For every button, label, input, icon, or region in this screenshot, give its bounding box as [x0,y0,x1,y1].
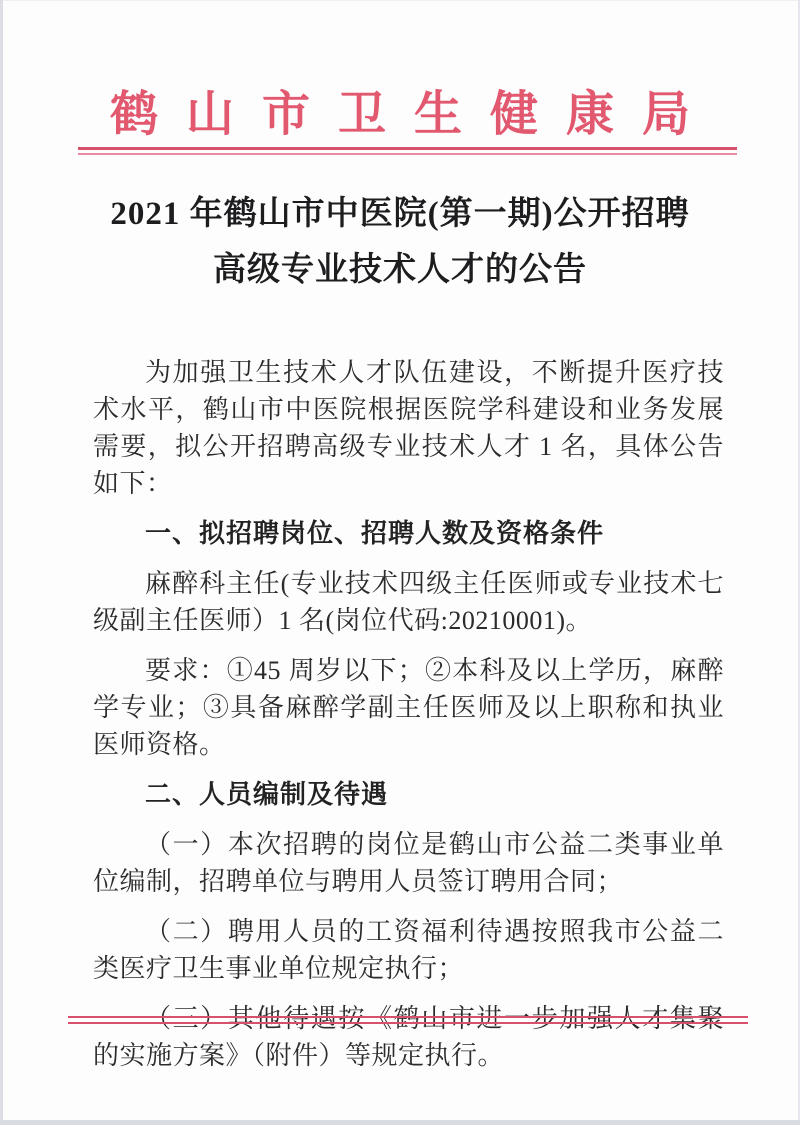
footer-divider-rule [68,1016,748,1024]
section-2-paragraph-2: （二）聘用人员的工资福利待遇按照我市公益二类医疗卫生事业单位规定执行； [93,917,724,983]
document-title-line-1: 2021 年鹤山市中医院(第一期)公开招聘 [110,196,690,232]
section-2-paragraph-1: （一）本次招聘的岗位是鹤山市公益二类事业单位编制，招聘单位与聘用人员签订聘用合同； [93,830,724,896]
section-1-paragraph-requirements: 要求：①45 周岁以下；②本科及以上学历，麻醉学专业；③具备麻醉学副主任医师及以上职称和执业医师资格。 [93,656,724,759]
section-2-heading: 二、人员编制及待遇 [145,779,389,809]
scan-edge-bottom [0,1120,800,1125]
intro-paragraph: 为加强卫生技术人才队伍建设，不断提升医疗技术水平，鹤山市中医院根据医院学科建设和业务发展需要，拟公开招聘高级专业技术人才 1 名，具体公告如下： [93,358,724,498]
agency-letterhead: 鹤山市卫生健康局 [109,88,718,141]
section-1-heading: 一、拟招聘岗位、招聘人数及资格条件 [145,518,605,548]
scan-edge-left [0,0,3,1125]
document-title-line-2: 高级专业技术人才的公告 [213,252,587,288]
document-body [93,354,724,1087]
scan-edge-top [0,0,800,1]
document-title [85,186,715,298]
section-2-paragraph-3: （三）其他待遇按《鹤山市进一步加强人才集聚的实施方案》（附件）等规定执行。 [93,1004,724,1070]
section-1-paragraph-position: 麻醉科主任(专业技术四级主任医师或专业技术七级副主任医师）1 名(岗位代码:20210001)。 [93,569,724,635]
letterhead-divider-rule [78,147,737,155]
